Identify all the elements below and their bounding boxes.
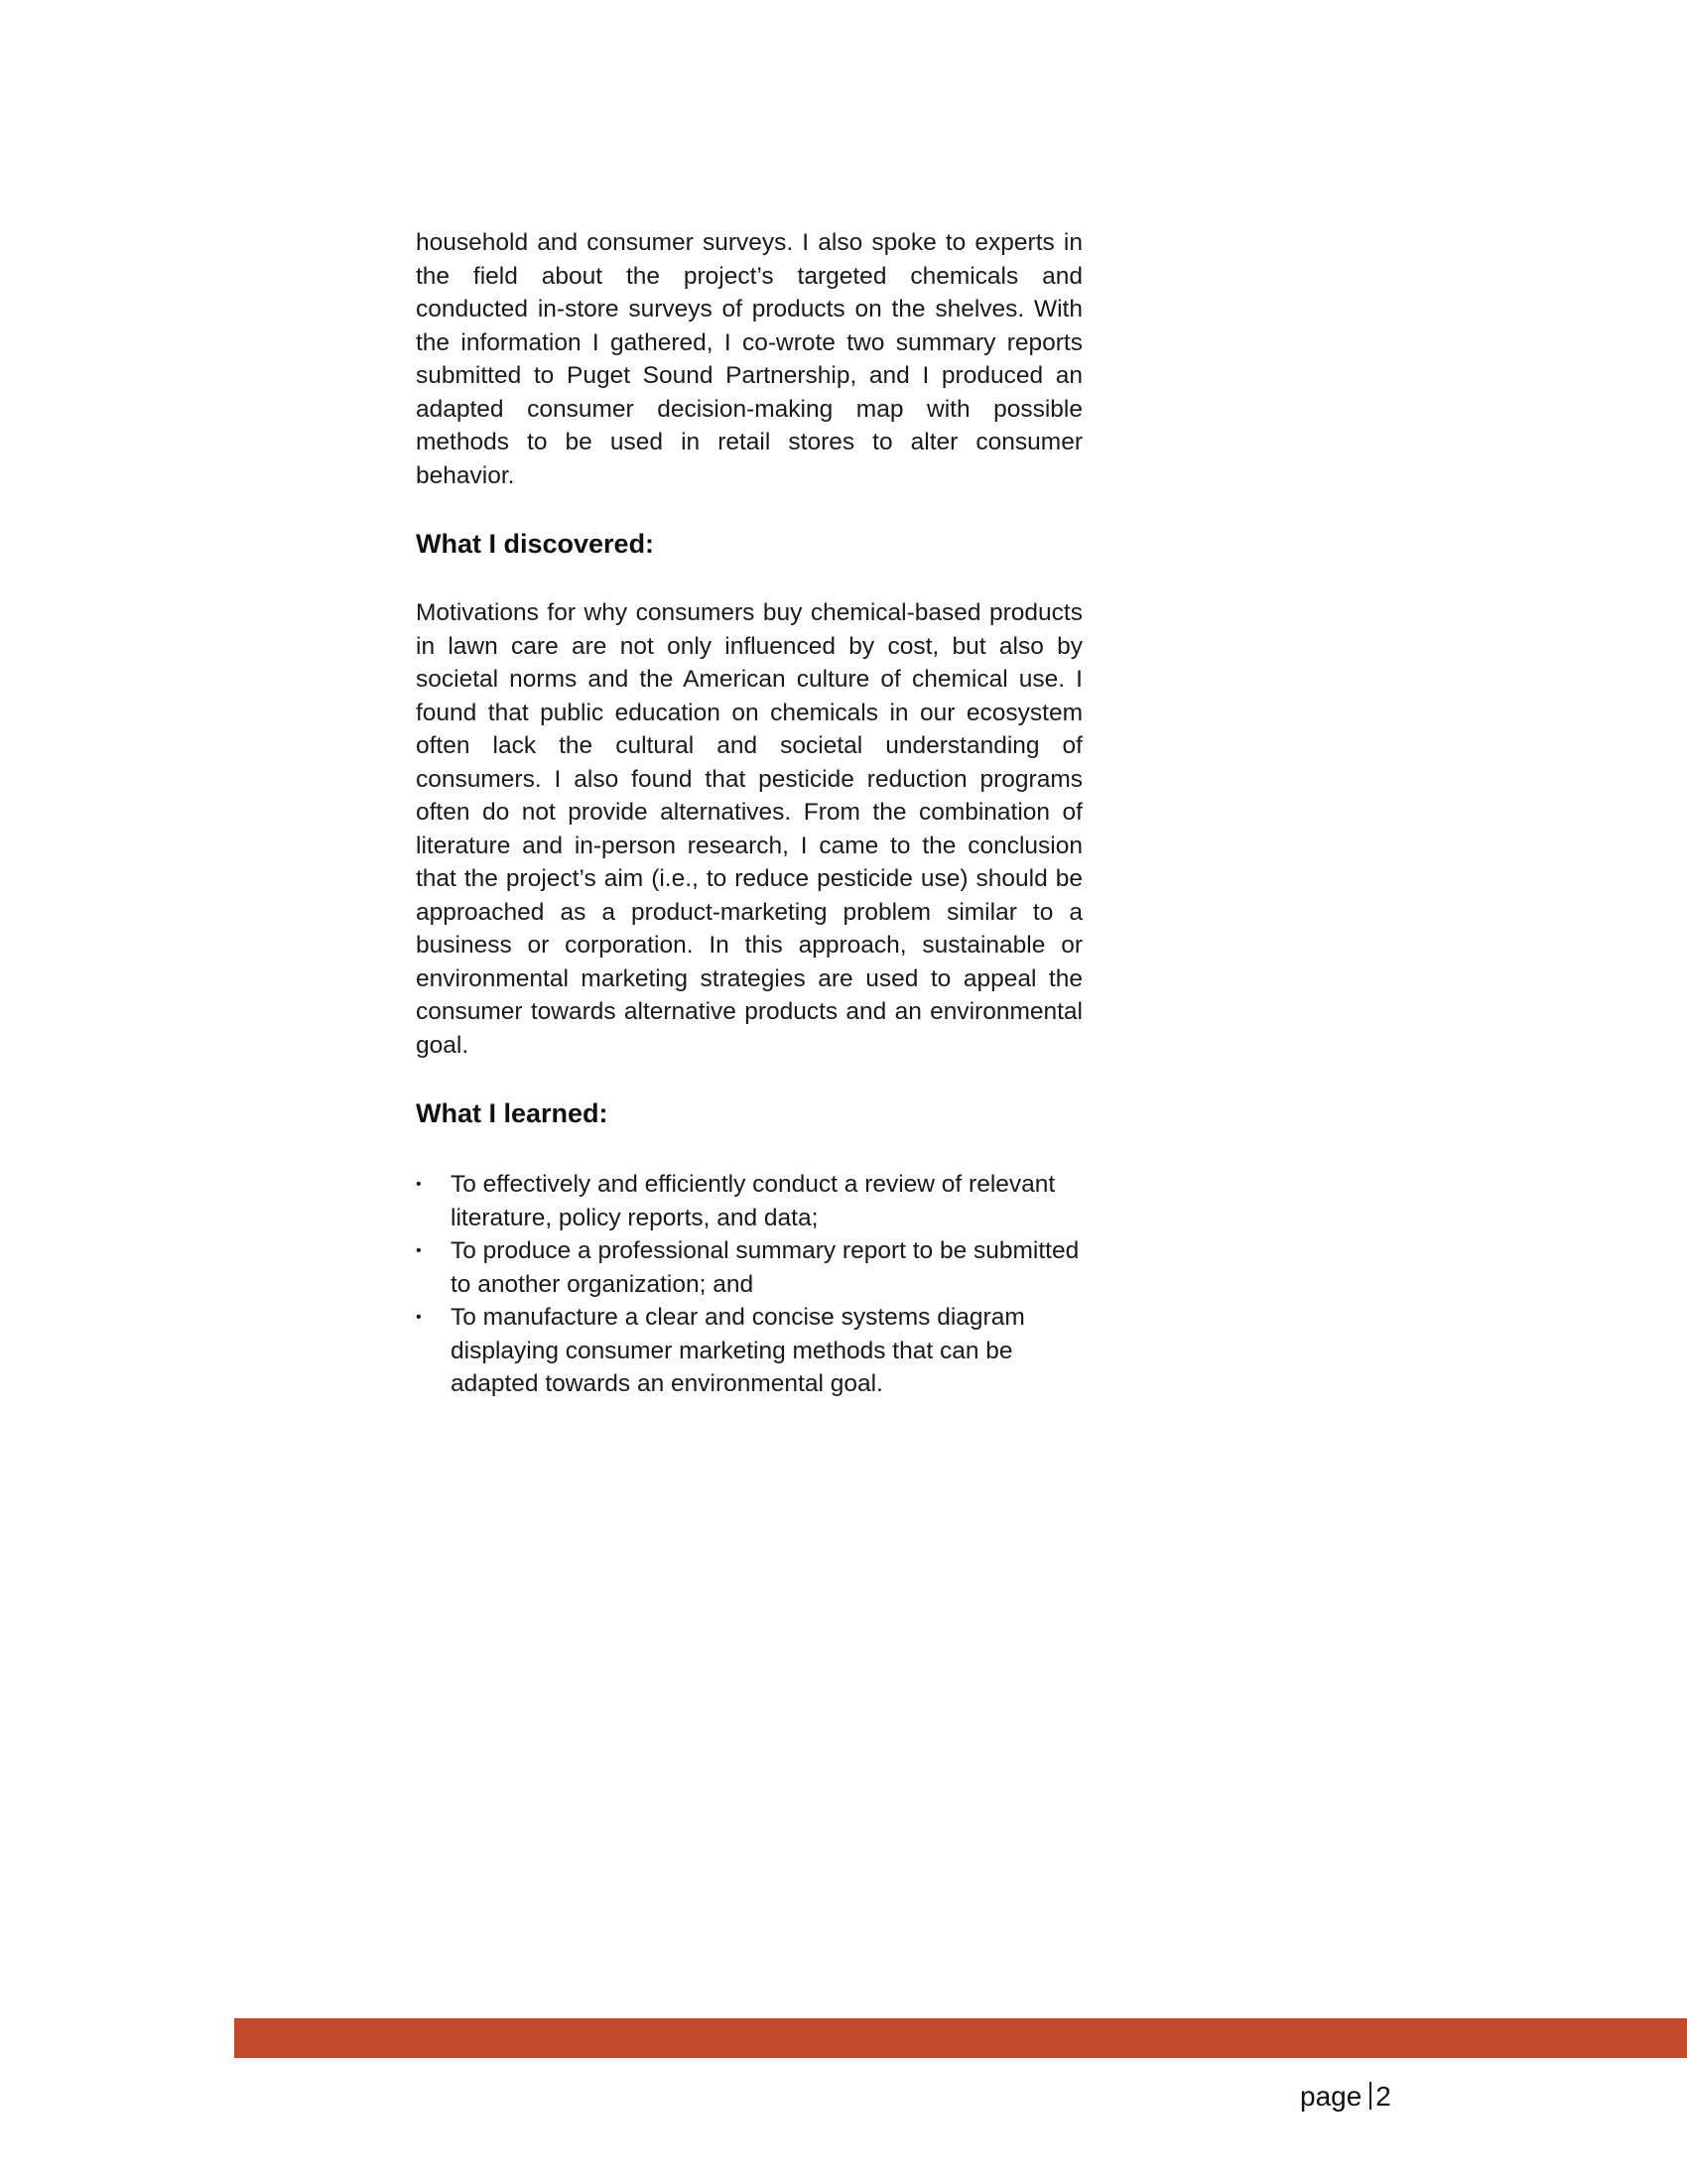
list-item-text: To effectively and efficiently conduct a review of relevant literature, policy reports, and data; [451, 1171, 1056, 1231]
learned-list [416, 1168, 1083, 1401]
discovered-heading: What I discovered: [416, 529, 655, 559]
page-label: page [1300, 2081, 1363, 2112]
discovered-paragraph: Motivations for why consumers buy chemical-based products in lawn care are not only influenced by cost, but also by societal norms and the American culture of chemical use. I found that public education on chemicals in our ecosystem often lack the cultural and societal understanding of consumers. I also found that pesticide reduction programs often do not provide alternatives. From the combination of literature and in-person research, I came to the conclusion that the project’s aim (i.e., to reduce pesticide use) should be approached as a product-marketing problem similar to a business or corporation. In this approach, sustainable or environmental marketing strategies are used to appeal the consumer towards alternative products and an environmental goal. [416, 599, 1083, 1059]
list-item [416, 1234, 1083, 1301]
bullet-icon: • [416, 1309, 422, 1326]
list-item-text: To produce a professional summary report to be submitted to another organization; and [451, 1237, 1080, 1298]
intro-paragraph: household and consumer surveys. I also spoke to experts in the field about the project’s targeted chemicals and conducted in-store surveys of products on the shelves. With the information I gathered, I co-wrote two summary reports submitted to Puget Sound Partnership, and I produced an adapted consumer decision-making map with possible methods to be used in retail stores to alter consumer behavior. [416, 229, 1083, 489]
bullet-icon: • [416, 1242, 422, 1259]
list-item-text: To manufacture a clear and concise systems diagram displaying consumer marketing methods that can be adapted towards an environmental goal. [451, 1304, 1025, 1397]
learned-heading: What I learned: [416, 1098, 608, 1128]
page-number [1300, 2080, 1391, 2114]
list-item [416, 1168, 1083, 1234]
page-separator [1369, 2082, 1371, 2110]
content-column [416, 226, 1083, 1401]
page-number-value: 2 [1375, 2081, 1391, 2112]
bullet-icon: • [416, 1176, 422, 1193]
list-item [416, 1301, 1083, 1401]
footer-bar [234, 2018, 1687, 2058]
